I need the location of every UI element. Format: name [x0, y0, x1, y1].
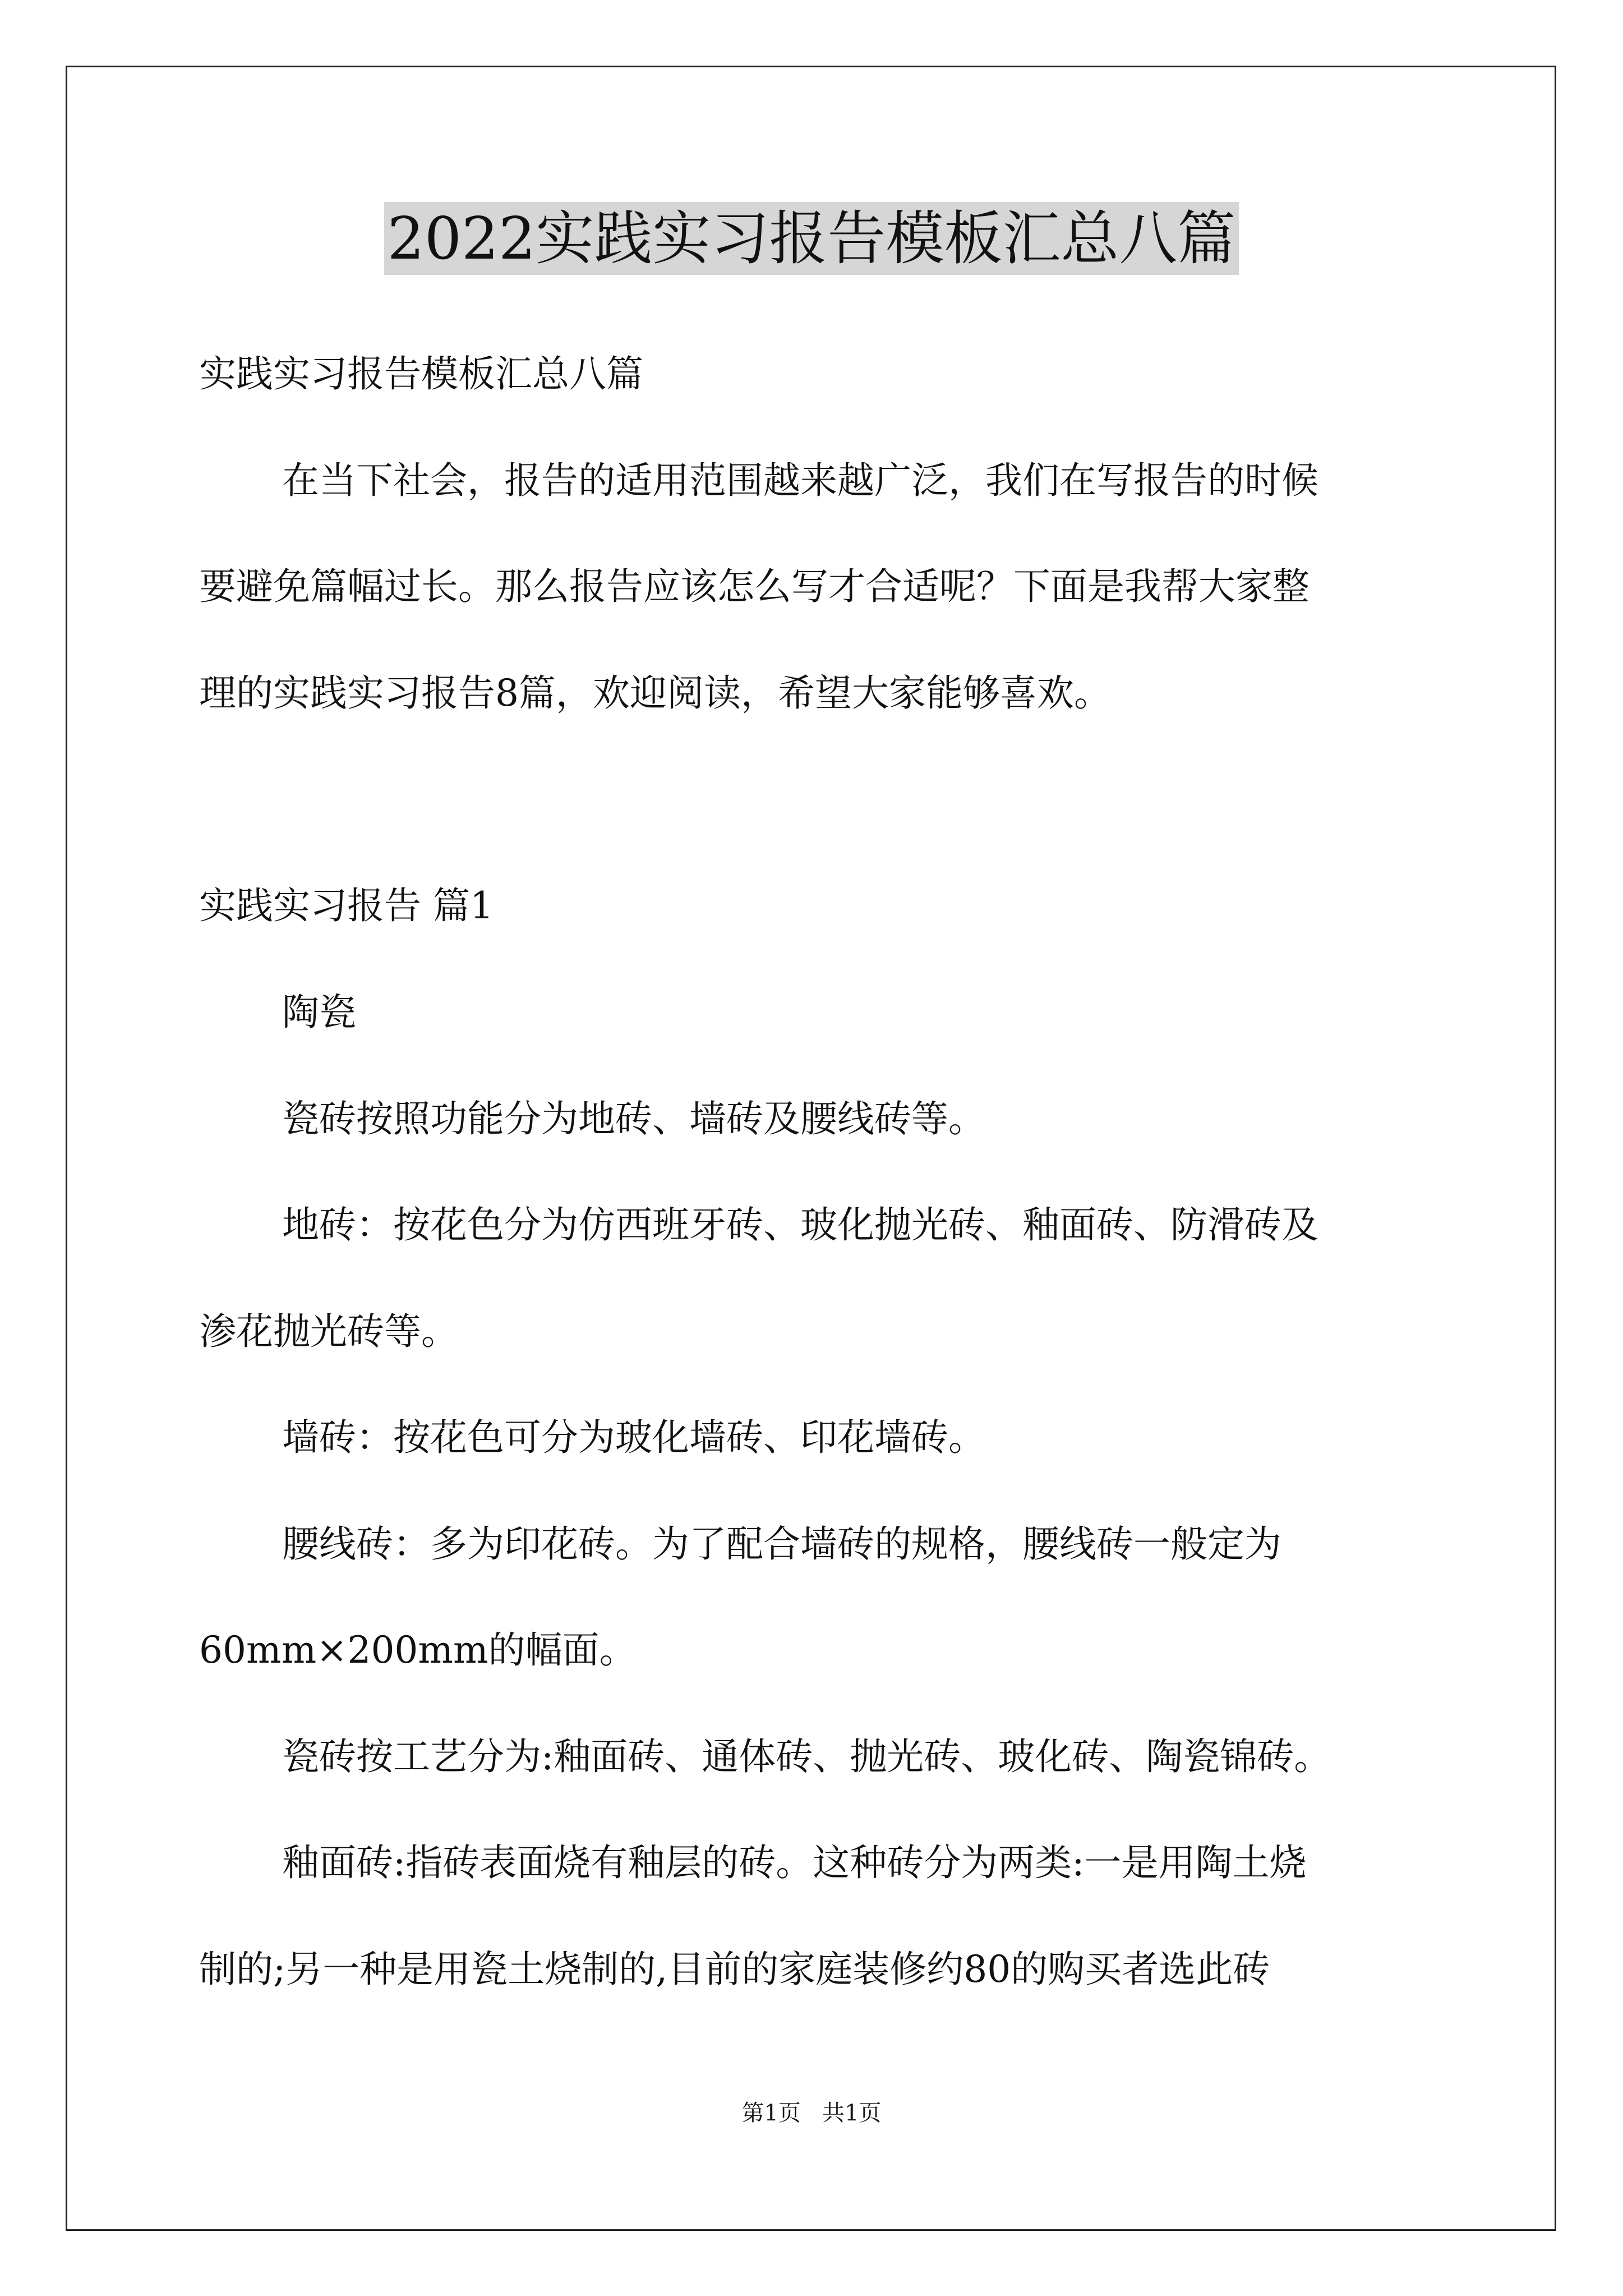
paragraph-tile-process: 瓷砖按工艺分为:釉面砖、通体砖、抛光砖、玻化砖、陶瓷锦砖。: [282, 1735, 1331, 1778]
document-title-text: 2022实践实习报告模板汇总八篇: [384, 202, 1239, 275]
paragraph-waistline-tile-2: 60mm×200mm的幅面。: [199, 1628, 637, 1672]
intro-line-2: 要避免篇幅过长。那么报告应该怎么写才合适呢？下面是我帮大家整: [199, 565, 1310, 608]
paragraph-glazed-tile-2: 制的;另一种是用瓷土烧制的,目前的家庭装修约80的购买者选此砖: [199, 1948, 1270, 1991]
paragraph-glazed-tile-1: 釉面砖:指砖表面烧有釉层的砖。这种砖分为两类:一是用陶土烧: [282, 1841, 1307, 1884]
paragraph-wall-tile: 墙砖：按花色可分为玻化墙砖、印花墙砖。: [282, 1416, 985, 1459]
document-subtitle: 实践实习报告模板汇总八篇: [199, 352, 643, 395]
paragraph-floor-tile-1: 地砖：按花色分为仿西班牙砖、玻化抛光砖、釉面砖、防滑砖及: [282, 1203, 1318, 1246]
paragraph-waistline-tile-1: 腰线砖：多为印花砖。为了配合墙砖的规格，腰线砖一般定为: [282, 1522, 1281, 1566]
intro-line-3: 理的实践实习报告8篇，欢迎阅读，希望大家能够喜欢。: [199, 671, 1111, 715]
intro-line-1: 在当下社会，报告的适用范围越来越广泛，我们在写报告的时候: [282, 459, 1318, 502]
section-heading: 实践实习报告 篇1: [199, 884, 494, 927]
page-footer: 第1页 共1页: [741, 2100, 882, 2126]
paragraph-tile-function: 瓷砖按照功能分为地砖、墙砖及腰线砖等。: [282, 1097, 985, 1140]
paragraph-ceramics: 陶瓷: [282, 991, 356, 1034]
paragraph-floor-tile-2: 渗花抛光砖等。: [199, 1310, 458, 1353]
document-title: [0, 199, 1623, 278]
